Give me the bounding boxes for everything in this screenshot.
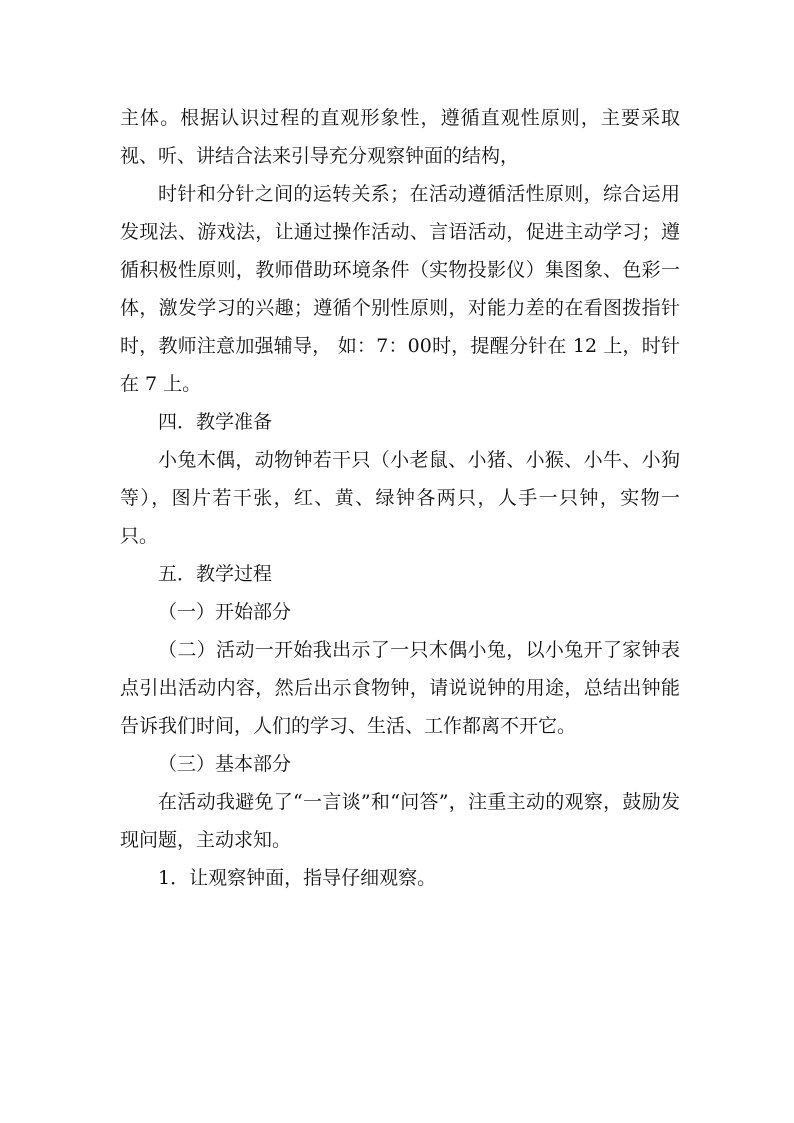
list-item-1: 1．让观察钟面，指导仔细观察。 xyxy=(158,867,437,889)
subsection-heading-start: （一）开始部分 xyxy=(158,601,292,623)
paragraph-activity-intro: （二）活动一开始我出示了一只木偶小兔，以小兔开了家钟表点引出活动内容，然后出示食物钟，请说说钟的用途，总结出钟能告诉我们时间，人们的学习、生活、工作都离不开它。 xyxy=(120,639,680,737)
paragraph-1: 主体。根据认识过程的直观形象性，遵循直观性原则，主要采取视、听、讲结合法来引导充分观察钟面的结构， xyxy=(120,107,680,167)
section-heading-preparation: 四．教学准备 xyxy=(158,411,273,433)
subsection-heading-basic: （三）基本部分 xyxy=(158,753,292,775)
paragraph-observation: 在活动我避免了“一言谈”和“问答”，注重主动的观察，鼓励发现问题，主动求知。 xyxy=(120,791,680,851)
document-body xyxy=(120,99,680,897)
paragraph-materials: 小兔木偶，动物钟若干只（小老鼠、小猪、小猴、小牛、小狗等），图片若干张，红、黄、绿钟各两只，人手一只钟，实物一只。 xyxy=(120,449,680,547)
section-heading-process: 五．教学过程 xyxy=(158,563,273,585)
paragraph-2: 时针和分针之间的运转关系；在活动遵循活性原则，综合运用发现法、游戏法，让通过操作活动、言语活动，促进主动学习；遵循积极性原则，教师借助环境条件（实物投影仪）集图象、色彩一体，激发学习的兴趣；遵循个别性原则，对能力差的在看图拨指针时，教师注意加强辅导， 如：7：00时，提醒分针在 12 上，时针在 7 上。 xyxy=(120,183,680,395)
